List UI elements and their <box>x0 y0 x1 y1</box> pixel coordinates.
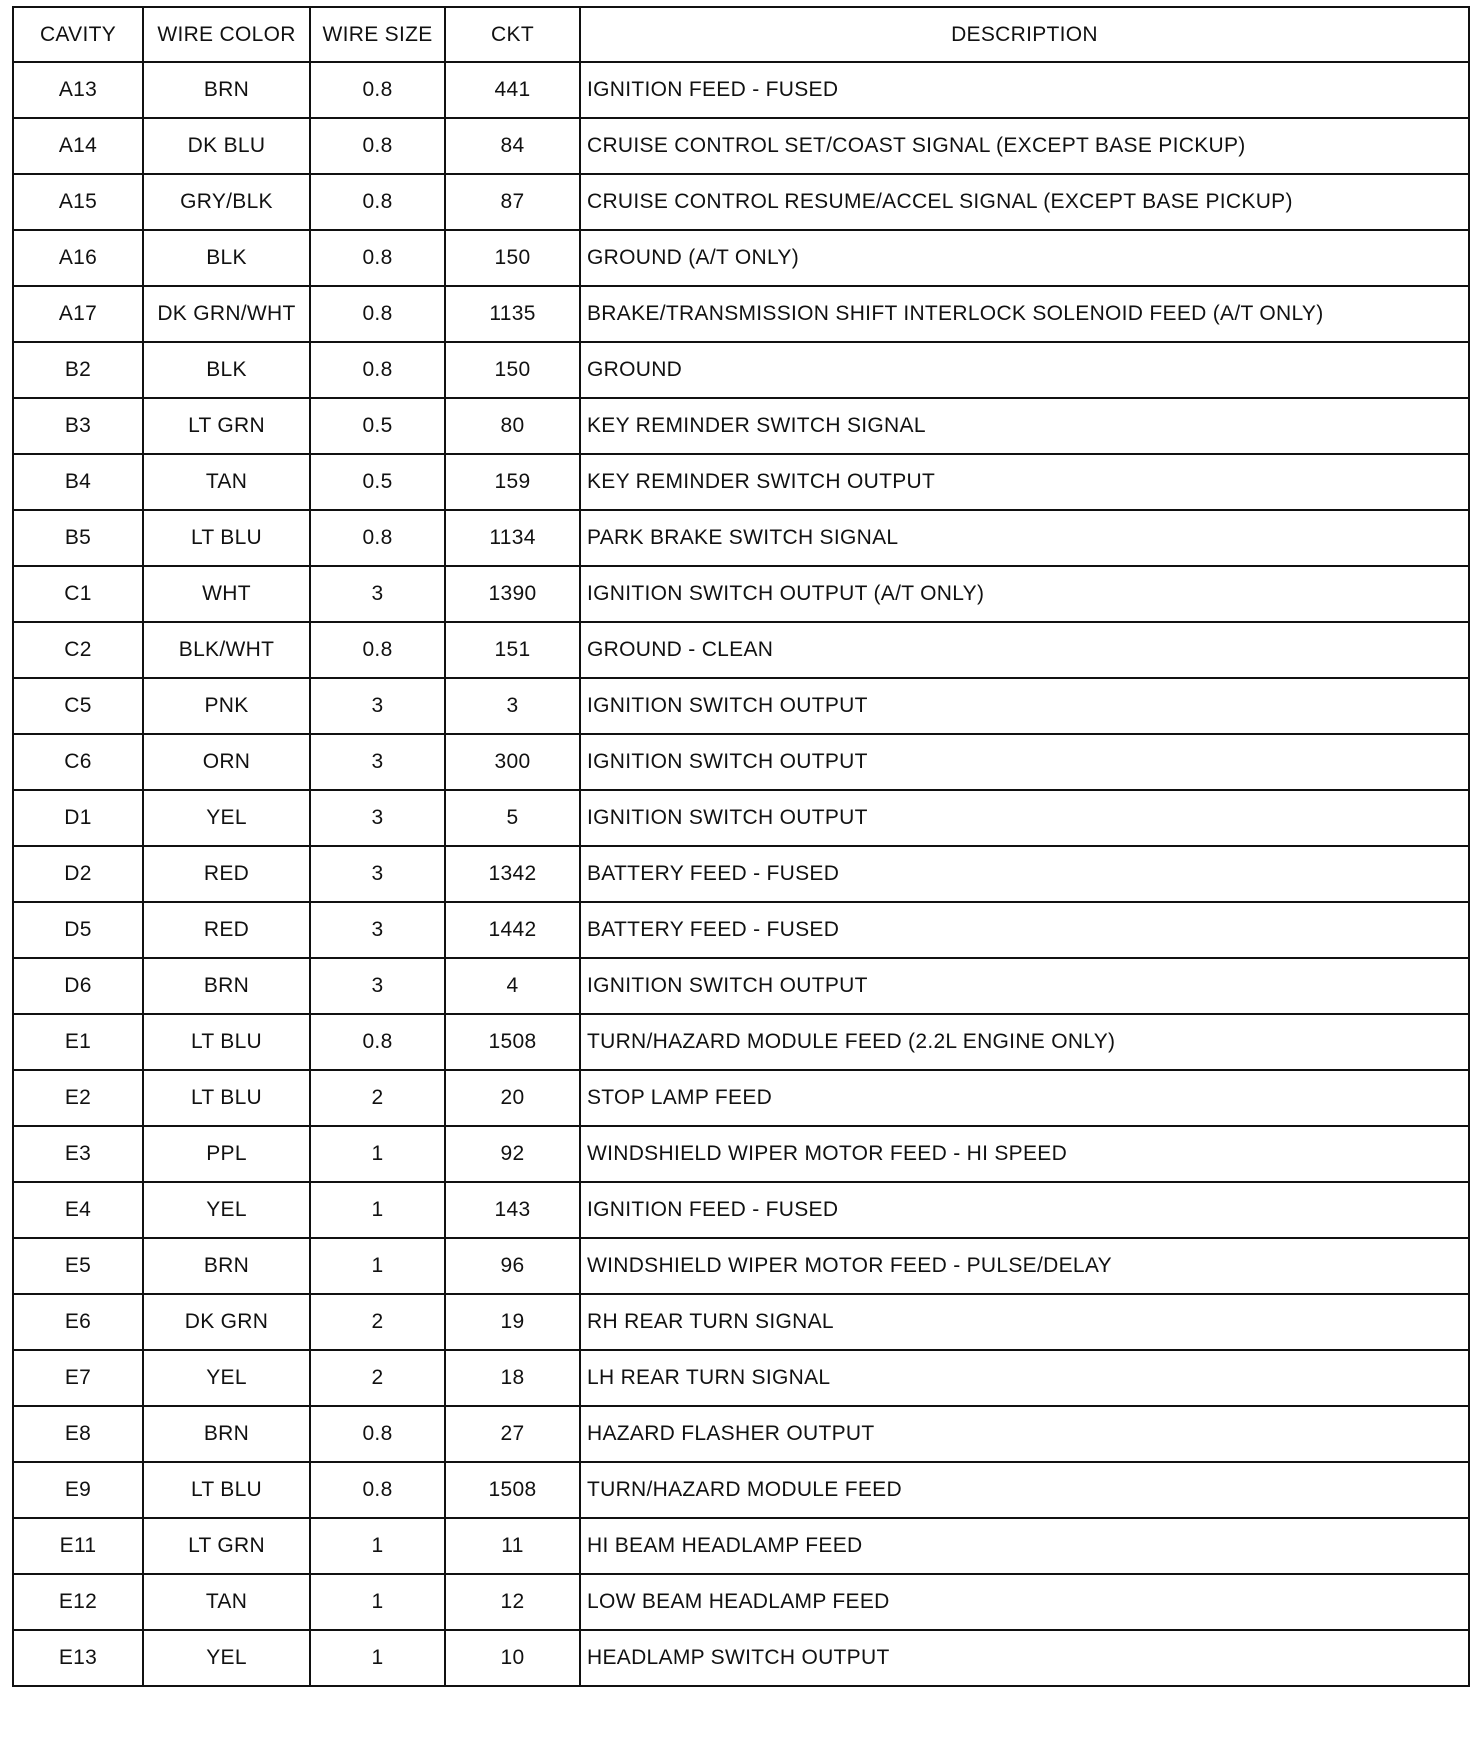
cell-wire-size: 0.8 <box>310 342 445 398</box>
cell-wire-color: ORN <box>143 734 310 790</box>
cell-ckt: 143 <box>445 1182 580 1238</box>
cell-wire-color: GRY/BLK <box>143 174 310 230</box>
cell-wire-color: YEL <box>143 790 310 846</box>
cell-cavity: E6 <box>13 1294 143 1350</box>
cell-wire-size: 2 <box>310 1350 445 1406</box>
cell-cavity: A17 <box>13 286 143 342</box>
cell-wire-color: YEL <box>143 1630 310 1686</box>
cell-ckt: 80 <box>445 398 580 454</box>
cell-cavity: E7 <box>13 1350 143 1406</box>
table-row <box>13 1518 1469 1574</box>
cell-wire-size: 0.8 <box>310 174 445 230</box>
cell-cavity: E1 <box>13 1014 143 1070</box>
cell-wire-color: YEL <box>143 1350 310 1406</box>
cell-wire-size: 0.8 <box>310 1462 445 1518</box>
cell-description: HI BEAM HEADLAMP FEED <box>580 1518 1469 1574</box>
cell-ckt: 150 <box>445 230 580 286</box>
cell-wire-size: 0.5 <box>310 398 445 454</box>
cell-wire-color: BRN <box>143 958 310 1014</box>
cell-description: IGNITION SWITCH OUTPUT <box>580 678 1469 734</box>
cell-wire-color: RED <box>143 902 310 958</box>
cell-wire-size: 1 <box>310 1630 445 1686</box>
cell-wire-size: 1 <box>310 1126 445 1182</box>
cell-cavity: B2 <box>13 342 143 398</box>
cell-description: TURN/HAZARD MODULE FEED <box>580 1462 1469 1518</box>
cell-ckt: 159 <box>445 454 580 510</box>
cell-cavity: A13 <box>13 62 143 118</box>
cell-wire-size: 0.8 <box>310 1014 445 1070</box>
cell-ckt: 3 <box>445 678 580 734</box>
cell-wire-color: YEL <box>143 1182 310 1238</box>
table-row <box>13 734 1469 790</box>
table-row <box>13 286 1469 342</box>
cell-wire-size: 3 <box>310 790 445 846</box>
cell-wire-size: 1 <box>310 1182 445 1238</box>
cell-ckt: 1508 <box>445 1462 580 1518</box>
table-row <box>13 1182 1469 1238</box>
cell-description: IGNITION SWITCH OUTPUT <box>580 734 1469 790</box>
cell-wire-size: 3 <box>310 678 445 734</box>
cell-cavity: A15 <box>13 174 143 230</box>
header-wire-size: WIRE SIZE <box>310 7 445 62</box>
cell-ckt: 20 <box>445 1070 580 1126</box>
cell-wire-size: 0.8 <box>310 230 445 286</box>
cell-description: CRUISE CONTROL SET/COAST SIGNAL (EXCEPT BASE PICKUP) <box>580 118 1469 174</box>
cell-wire-size: 3 <box>310 566 445 622</box>
cell-wire-color: PNK <box>143 678 310 734</box>
cell-ckt: 1390 <box>445 566 580 622</box>
cell-wire-color: BRN <box>143 1406 310 1462</box>
cell-cavity: E3 <box>13 1126 143 1182</box>
cell-wire-size: 1 <box>310 1574 445 1630</box>
header-wire-color: WIRE COLOR <box>143 7 310 62</box>
cell-ckt: 10 <box>445 1630 580 1686</box>
table-row <box>13 790 1469 846</box>
cell-cavity: D6 <box>13 958 143 1014</box>
document-page <box>12 6 1468 1687</box>
cell-description: GROUND (A/T ONLY) <box>580 230 1469 286</box>
table-row <box>13 118 1469 174</box>
cell-wire-color: LT GRN <box>143 398 310 454</box>
cell-ckt: 11 <box>445 1518 580 1574</box>
table-row <box>13 174 1469 230</box>
table-row <box>13 566 1469 622</box>
cell-description: CRUISE CONTROL RESUME/ACCEL SIGNAL (EXCEPT BASE PICKUP) <box>580 174 1469 230</box>
cell-cavity: D2 <box>13 846 143 902</box>
cell-wire-size: 0.8 <box>310 118 445 174</box>
table-row <box>13 846 1469 902</box>
table-row <box>13 678 1469 734</box>
cell-ckt: 5 <box>445 790 580 846</box>
cell-wire-size: 3 <box>310 958 445 1014</box>
table-row <box>13 1462 1469 1518</box>
table-row <box>13 1630 1469 1686</box>
cell-cavity: E9 <box>13 1462 143 1518</box>
cell-description: IGNITION FEED - FUSED <box>580 62 1469 118</box>
wire-table <box>12 6 1470 1687</box>
cell-ckt: 1342 <box>445 846 580 902</box>
cell-wire-color: TAN <box>143 454 310 510</box>
cell-description: STOP LAMP FEED <box>580 1070 1469 1126</box>
table-row <box>13 1014 1469 1070</box>
header-cavity: CAVITY <box>13 7 143 62</box>
header-row <box>13 7 1469 62</box>
cell-description: WINDSHIELD WIPER MOTOR FEED - PULSE/DELAY <box>580 1238 1469 1294</box>
cell-wire-color: RED <box>143 846 310 902</box>
cell-ckt: 87 <box>445 174 580 230</box>
cell-cavity: E11 <box>13 1518 143 1574</box>
table-row <box>13 1294 1469 1350</box>
cell-cavity: E13 <box>13 1630 143 1686</box>
cell-description: GROUND - CLEAN <box>580 622 1469 678</box>
table-row <box>13 398 1469 454</box>
table-header <box>13 7 1469 62</box>
cell-wire-color: DK GRN <box>143 1294 310 1350</box>
cell-wire-color: DK BLU <box>143 118 310 174</box>
cell-description: KEY REMINDER SWITCH SIGNAL <box>580 398 1469 454</box>
cell-cavity: E12 <box>13 1574 143 1630</box>
cell-ckt: 18 <box>445 1350 580 1406</box>
cell-cavity: E8 <box>13 1406 143 1462</box>
cell-ckt: 92 <box>445 1126 580 1182</box>
table-row <box>13 230 1469 286</box>
cell-ckt: 150 <box>445 342 580 398</box>
cell-wire-size: 1 <box>310 1238 445 1294</box>
cell-description: IGNITION SWITCH OUTPUT (A/T ONLY) <box>580 566 1469 622</box>
cell-ckt: 84 <box>445 118 580 174</box>
cell-ckt: 12 <box>445 1574 580 1630</box>
table-row <box>13 342 1469 398</box>
table-row <box>13 1350 1469 1406</box>
cell-wire-color: BRN <box>143 1238 310 1294</box>
cell-ckt: 1442 <box>445 902 580 958</box>
cell-ckt: 300 <box>445 734 580 790</box>
cell-wire-size: 0.8 <box>310 510 445 566</box>
cell-cavity: E4 <box>13 1182 143 1238</box>
cell-ckt: 441 <box>445 62 580 118</box>
table-row <box>13 1238 1469 1294</box>
cell-wire-color: LT BLU <box>143 1462 310 1518</box>
cell-wire-color: PPL <box>143 1126 310 1182</box>
cell-description: PARK BRAKE SWITCH SIGNAL <box>580 510 1469 566</box>
cell-cavity: C2 <box>13 622 143 678</box>
cell-wire-size: 3 <box>310 734 445 790</box>
cell-cavity: C6 <box>13 734 143 790</box>
table-row <box>13 902 1469 958</box>
cell-description: IGNITION SWITCH OUTPUT <box>580 790 1469 846</box>
cell-wire-size: 0.8 <box>310 62 445 118</box>
table-row <box>13 958 1469 1014</box>
cell-wire-size: 3 <box>310 846 445 902</box>
cell-description: RH REAR TURN SIGNAL <box>580 1294 1469 1350</box>
cell-cavity: C5 <box>13 678 143 734</box>
cell-wire-color: LT BLU <box>143 1070 310 1126</box>
cell-description: HAZARD FLASHER OUTPUT <box>580 1406 1469 1462</box>
table-row <box>13 454 1469 510</box>
cell-wire-color: BLK/WHT <box>143 622 310 678</box>
cell-description: BATTERY FEED - FUSED <box>580 902 1469 958</box>
cell-wire-color: LT BLU <box>143 510 310 566</box>
table-row <box>13 622 1469 678</box>
cell-cavity: E2 <box>13 1070 143 1126</box>
cell-cavity: B4 <box>13 454 143 510</box>
cell-description: IGNITION FEED - FUSED <box>580 1182 1469 1238</box>
cell-description: LOW BEAM HEADLAMP FEED <box>580 1574 1469 1630</box>
cell-wire-size: 0.5 <box>310 454 445 510</box>
cell-description: GROUND <box>580 342 1469 398</box>
cell-ckt: 27 <box>445 1406 580 1462</box>
cell-description: WINDSHIELD WIPER MOTOR FEED - HI SPEED <box>580 1126 1469 1182</box>
cell-wire-color: DK GRN/WHT <box>143 286 310 342</box>
cell-wire-size: 3 <box>310 902 445 958</box>
table-row <box>13 1126 1469 1182</box>
cell-wire-color: LT GRN <box>143 1518 310 1574</box>
cell-cavity: D1 <box>13 790 143 846</box>
cell-wire-size: 1 <box>310 1518 445 1574</box>
header-ckt: CKT <box>445 7 580 62</box>
cell-wire-color: LT BLU <box>143 1014 310 1070</box>
cell-cavity: E5 <box>13 1238 143 1294</box>
cell-ckt: 1508 <box>445 1014 580 1070</box>
header-description: DESCRIPTION <box>580 7 1469 62</box>
cell-ckt: 96 <box>445 1238 580 1294</box>
cell-ckt: 1135 <box>445 286 580 342</box>
cell-wire-size: 0.8 <box>310 1406 445 1462</box>
cell-wire-size: 0.8 <box>310 622 445 678</box>
cell-cavity: C1 <box>13 566 143 622</box>
cell-ckt: 19 <box>445 1294 580 1350</box>
cell-wire-size: 2 <box>310 1294 445 1350</box>
cell-wire-color: BRN <box>143 62 310 118</box>
cell-wire-color: BLK <box>143 342 310 398</box>
cell-description: BATTERY FEED - FUSED <box>580 846 1469 902</box>
table-row <box>13 510 1469 566</box>
cell-cavity: A16 <box>13 230 143 286</box>
cell-wire-color: BLK <box>143 230 310 286</box>
cell-wire-color: WHT <box>143 566 310 622</box>
cell-description: LH REAR TURN SIGNAL <box>580 1350 1469 1406</box>
cell-cavity: D5 <box>13 902 143 958</box>
cell-description: KEY REMINDER SWITCH OUTPUT <box>580 454 1469 510</box>
cell-wire-color: TAN <box>143 1574 310 1630</box>
table-body <box>13 62 1469 1686</box>
cell-cavity: A14 <box>13 118 143 174</box>
table-row <box>13 1070 1469 1126</box>
cell-cavity: B3 <box>13 398 143 454</box>
table-row <box>13 1406 1469 1462</box>
cell-description: HEADLAMP SWITCH OUTPUT <box>580 1630 1469 1686</box>
cell-description: IGNITION SWITCH OUTPUT <box>580 958 1469 1014</box>
cell-ckt: 151 <box>445 622 580 678</box>
cell-cavity: B5 <box>13 510 143 566</box>
cell-description: BRAKE/TRANSMISSION SHIFT INTERLOCK SOLENOID FEED (A/T ONLY) <box>580 286 1469 342</box>
cell-ckt: 1134 <box>445 510 580 566</box>
cell-wire-size: 2 <box>310 1070 445 1126</box>
table-row <box>13 62 1469 118</box>
cell-wire-size: 0.8 <box>310 286 445 342</box>
cell-ckt: 4 <box>445 958 580 1014</box>
cell-description: TURN/HAZARD MODULE FEED (2.2L ENGINE ONLY) <box>580 1014 1469 1070</box>
table-row <box>13 1574 1469 1630</box>
